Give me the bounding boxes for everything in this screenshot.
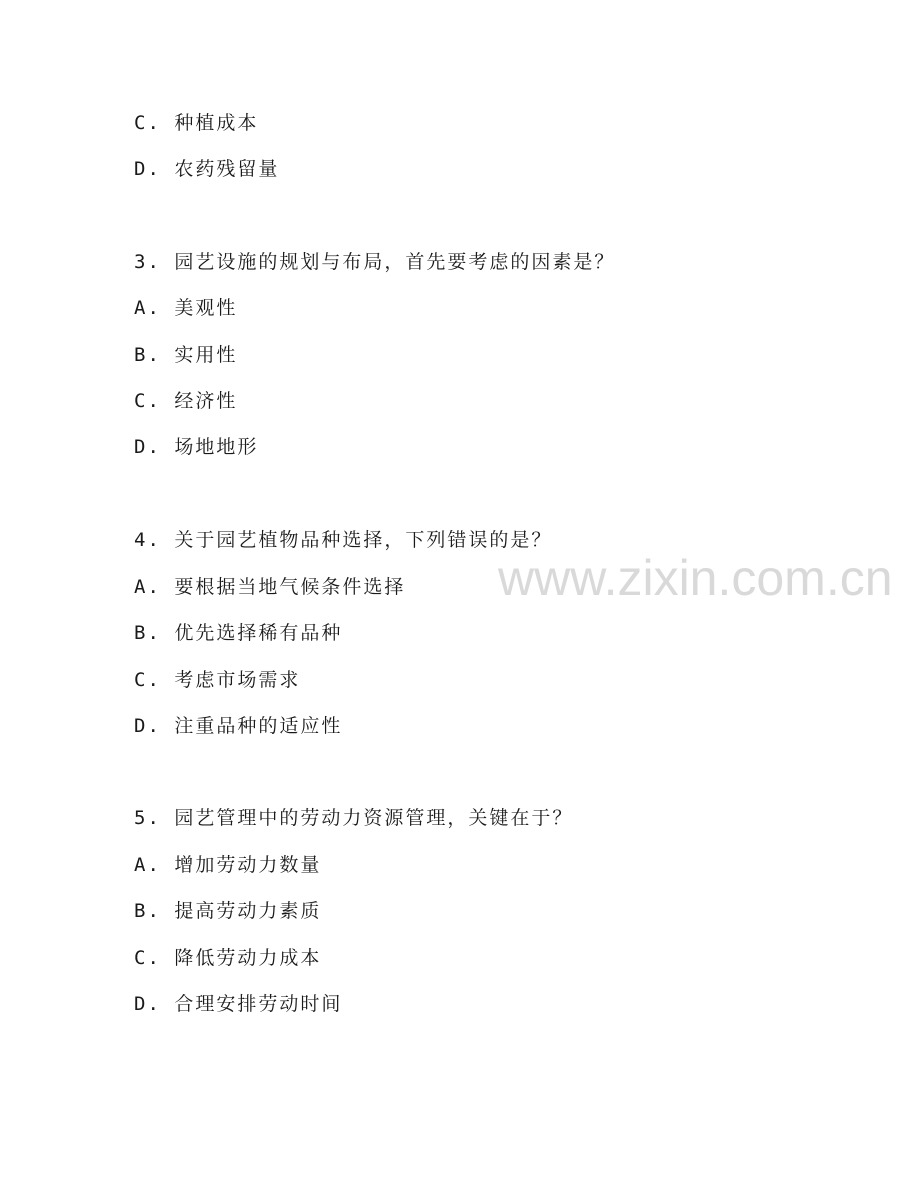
option-letter: C. bbox=[134, 112, 161, 134]
option-text: 实用性 bbox=[174, 344, 238, 366]
option-text: 合理安排劳动时间 bbox=[174, 993, 343, 1015]
question-3 bbox=[134, 250, 615, 274]
option-text: 农药残留量 bbox=[174, 158, 280, 180]
q5-option-d bbox=[134, 992, 342, 1016]
option-text: 增加劳动力数量 bbox=[174, 854, 322, 876]
q4-option-b bbox=[134, 621, 342, 645]
q5-option-b bbox=[134, 899, 321, 923]
q3-option-c bbox=[134, 389, 237, 413]
question-text: 园艺设施的规划与布局，首先要考虑的因素是？ bbox=[174, 251, 616, 273]
q3-option-a bbox=[134, 296, 237, 320]
option-letter: B. bbox=[134, 900, 161, 922]
q4-option-a bbox=[134, 575, 405, 599]
option-letter: C. bbox=[134, 669, 161, 691]
option-letter: D. bbox=[134, 715, 161, 737]
option-text: 经济性 bbox=[174, 390, 238, 412]
q3-option-b bbox=[134, 343, 237, 367]
q4-option-d bbox=[134, 714, 342, 738]
question-number: 3. bbox=[134, 251, 161, 273]
option-letter: A. bbox=[134, 854, 161, 876]
question-text: 园艺管理中的劳动力资源管理，关键在于？ bbox=[174, 807, 574, 829]
option-letter: D. bbox=[134, 993, 161, 1015]
option-letter: B. bbox=[134, 344, 161, 366]
q5-option-c bbox=[134, 946, 321, 970]
option-letter: B. bbox=[134, 622, 161, 644]
option-letter: C. bbox=[134, 390, 161, 412]
option-letter: C. bbox=[134, 947, 161, 969]
option-text: 美观性 bbox=[174, 297, 238, 319]
option-text: 考虑市场需求 bbox=[174, 669, 301, 691]
question-5 bbox=[134, 806, 573, 830]
option-text: 场地地形 bbox=[174, 436, 259, 458]
option-letter: A. bbox=[134, 576, 161, 598]
option-text: 提高劳动力素质 bbox=[174, 900, 322, 922]
question-4 bbox=[134, 528, 552, 552]
option-text: 降低劳动力成本 bbox=[174, 947, 322, 969]
watermark-text: www.zixin.com.cn bbox=[498, 550, 893, 606]
option-text: 种植成本 bbox=[174, 112, 259, 134]
option-c-prev bbox=[134, 111, 258, 135]
option-text: 注重品种的适应性 bbox=[174, 715, 343, 737]
option-letter: D. bbox=[134, 436, 161, 458]
option-d-prev bbox=[134, 157, 279, 181]
option-letter: A. bbox=[134, 297, 161, 319]
option-letter: D. bbox=[134, 158, 161, 180]
option-text: 优先选择稀有品种 bbox=[174, 622, 343, 644]
q5-option-a bbox=[134, 853, 321, 877]
q3-option-d bbox=[134, 435, 258, 459]
option-text: 要根据当地气候条件选择 bbox=[174, 576, 406, 598]
question-text: 关于园艺植物品种选择，下列错误的是？ bbox=[174, 529, 553, 551]
q4-option-c bbox=[134, 668, 300, 692]
question-number: 4. bbox=[134, 529, 161, 551]
question-number: 5. bbox=[134, 807, 161, 829]
